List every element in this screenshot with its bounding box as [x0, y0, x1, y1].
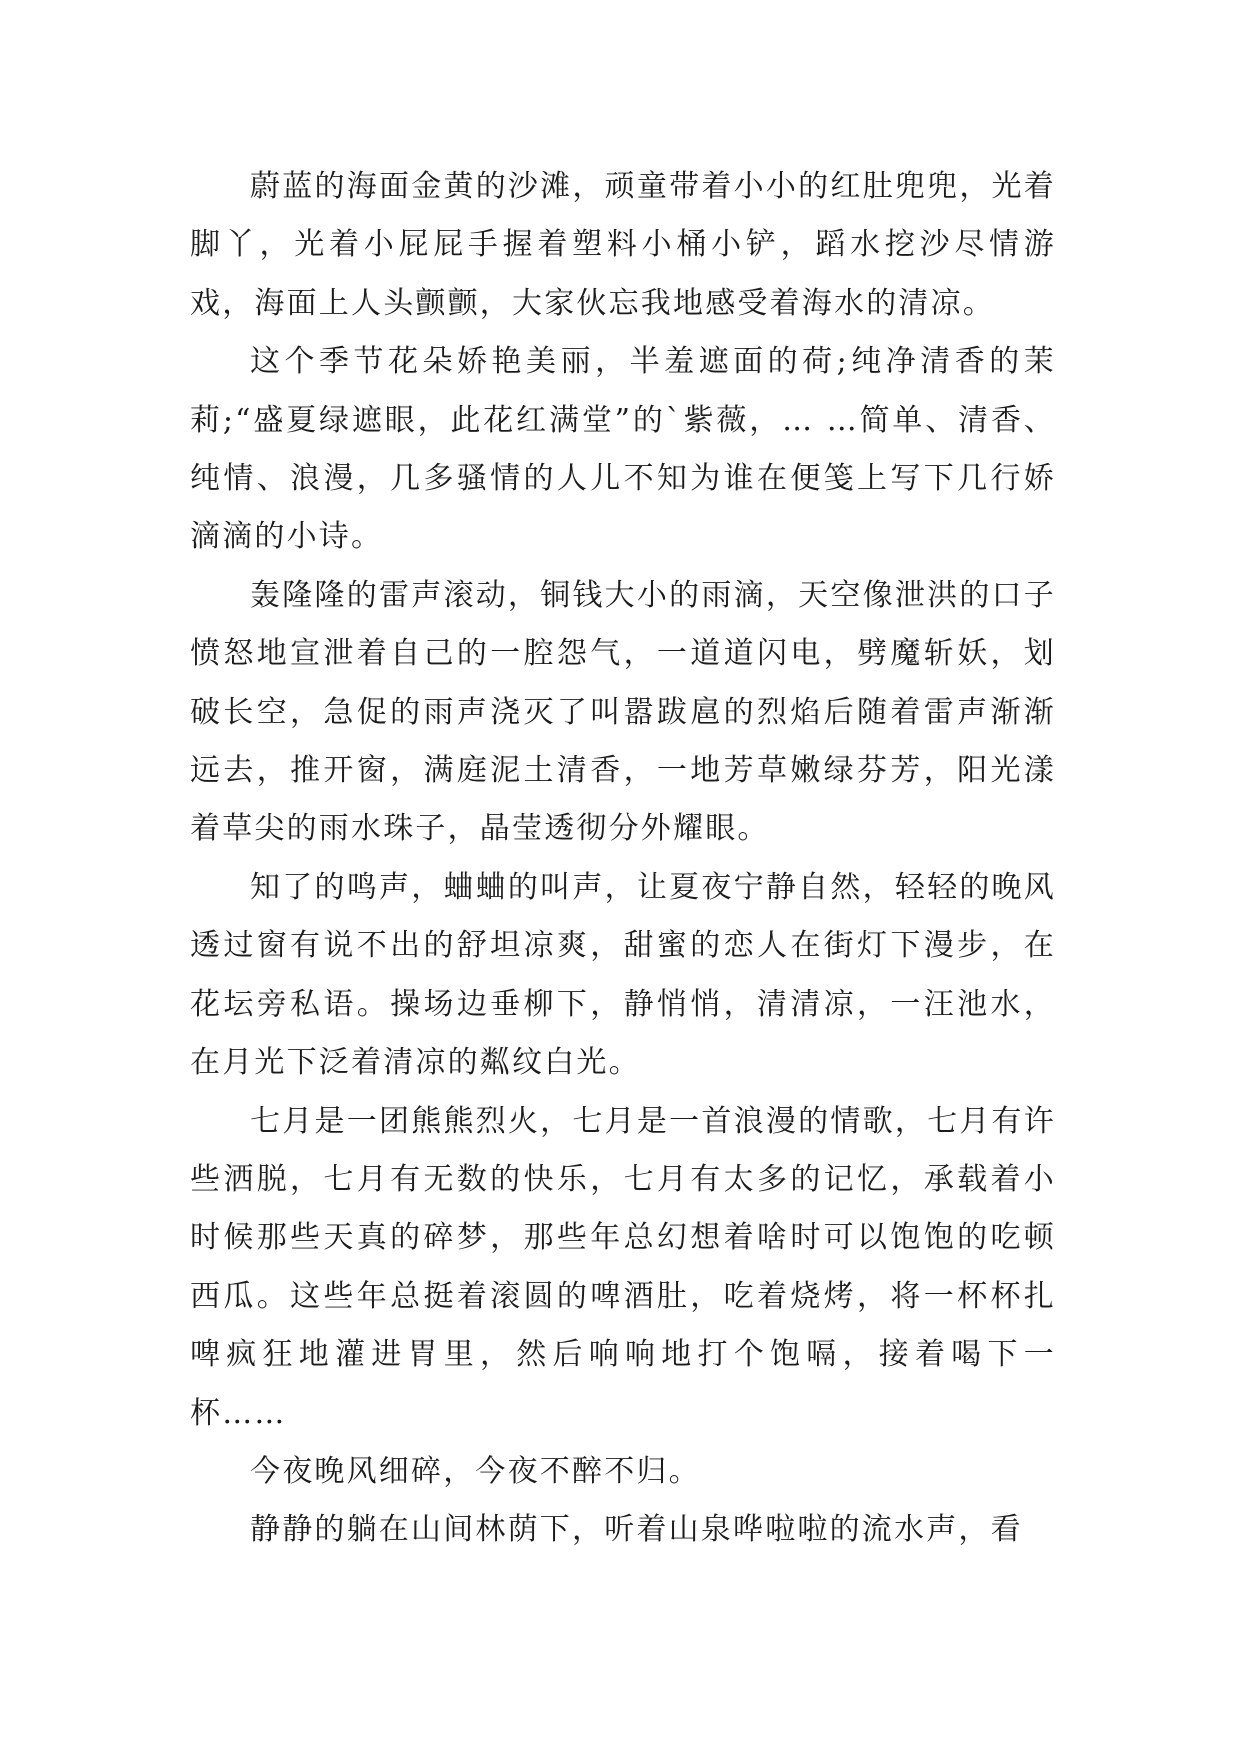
article-body: [190, 158, 1056, 1560]
paragraph-mountain-spring: 静静的躺在山间林荫下，听着山泉哗啦啦的流水声，看: [250, 1512, 1023, 1548]
paragraph-flowers: 这个季节花朵娇艳美丽，半羞遮面的荷;纯净清香的茉莉;“盛夏绿遮眼，此花红满堂”的`紫薇，… …简单、清香、纯情、浪漫，几多骚情的人儿不知为谁在便笺上写下几行娇滴滴的小诗。: [190, 344, 1056, 555]
paragraph-summer-night: 知了的鸣声，蛐蛐的叫声，让夏夜宁静自然，轻轻的晚风透过窗有说不出的舒坦凉爽，甜蜜的恋人在街灯下漫步，在花坛旁私语。操场边垂柳下，静悄悄，清清凉，一汪池水，在月光下泛着清凉的粼纹白光。: [190, 869, 1056, 1081]
paragraph-july: 七月是一团熊熊烈火，七月是一首浪漫的情歌，七月有许些洒脱，七月有无数的快乐，七月有太多的记忆，承载着小时候那些天真的碎梦，那些年总幻想着啥时可以饱饱的吃顿西瓜。这些年总挺着滚圆的啤酒肚，吃着烧烤，将一杯杯扎啤疯狂地灌进胃里，然后响响地打个饱嗝，接着喝下一杯……: [190, 1103, 1056, 1431]
paragraph-tonight: 今夜晚风细碎，今夜不醉不归。: [250, 1453, 701, 1489]
paragraph-beach: 蔚蓝的海面金黄的沙滩，顽童带着小小的红肚兜兜，光着脚丫，光着小屁屁手握着塑料小桶小铲，蹈水挖沙尽情游戏，海面上人头颤颤，大家伙忘我地感受着海水的清凉。: [190, 169, 1056, 321]
paragraph-thunderstorm: 轰隆隆的雷声滚动，铜钱大小的雨滴，天空像泄洪的口子愤怒地宣泄着自己的一腔怨气，一道道闪电，劈魔斩妖，划破长空，急促的雨声浇灭了叫嚣跋扈的烈焰后随着雷声渐渐远去，推开窗，满庭泥土清香，一地芳草嫩绿芬芳，阳光漾着草尖的雨水珠子，晶莹透彻分外耀眼。: [190, 577, 1056, 847]
